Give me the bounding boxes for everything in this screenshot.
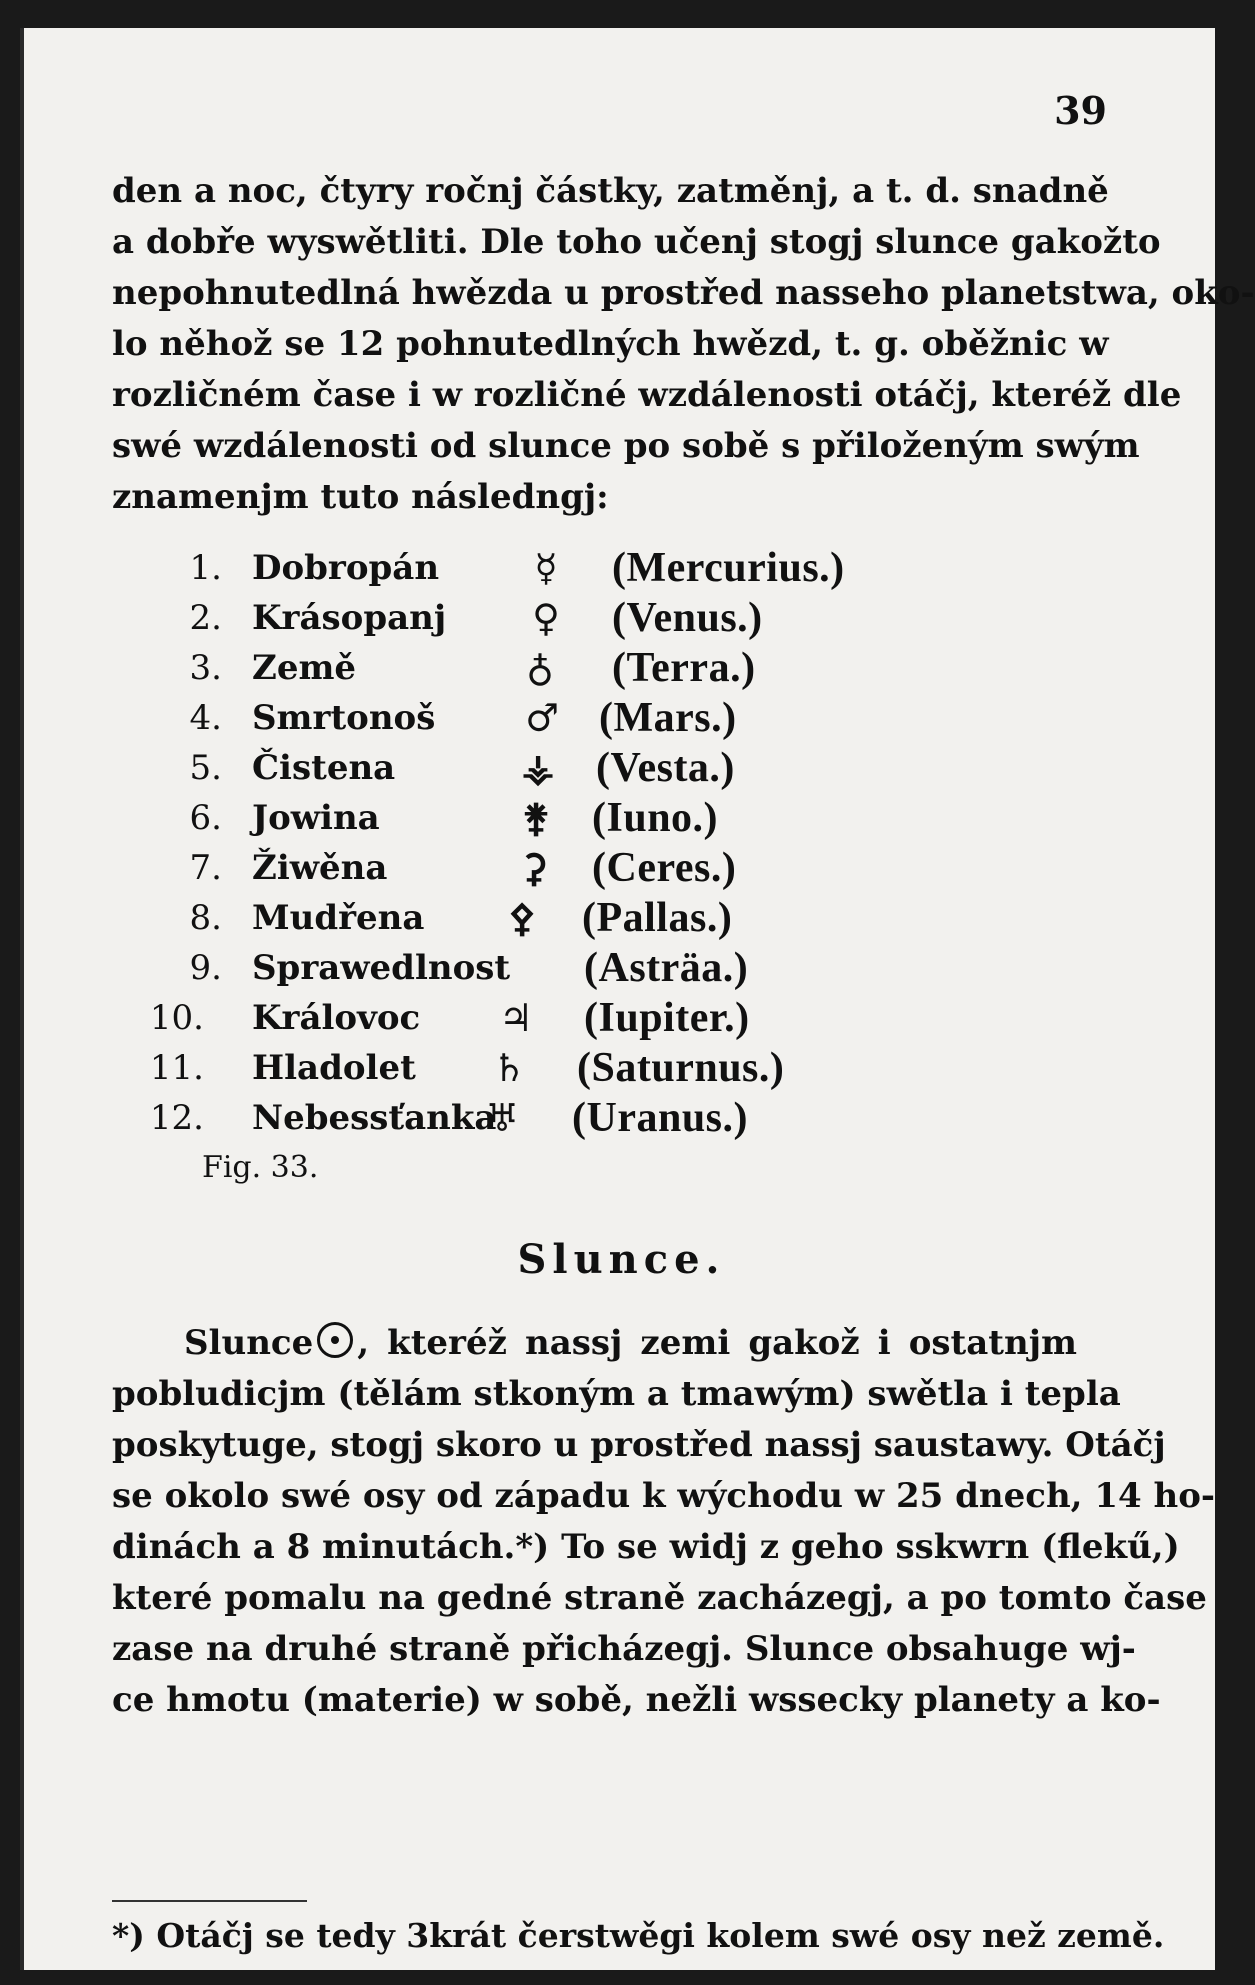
planet-symbol-icon: ☿	[534, 545, 558, 590]
planet-number: 12.	[149, 1098, 204, 1138]
text-segment: poskytuge, stogj skoro u prostřed nassj saustawy. Otáčj	[112, 1425, 1166, 1465]
planet-number: 10.	[149, 998, 204, 1038]
text-segment: dinách a 8 minutách.*) To se widj z geho sskwrn (flekű,)	[112, 1527, 1180, 1567]
planet-czech-name: Nebessťanka	[252, 1098, 497, 1138]
page-number: 39	[1054, 88, 1107, 133]
planet-number: 8.	[189, 898, 222, 938]
text-segment: pobludicjm (tělám stkoným a tmawým) swětla i tepla	[112, 1374, 1121, 1414]
text-segment: Slunce	[184, 1323, 314, 1363]
planet-latin-name: (Terra.)	[612, 645, 756, 691]
text-line: nepohnutedlná hwězda u prostřed nasseho planetstwa, oko-	[112, 273, 1255, 313]
footnote-rule	[112, 1900, 307, 1902]
sun-paragraph	[112, 1318, 1215, 1726]
planet-symbol-icon: ♅	[484, 1095, 520, 1140]
text-line	[112, 1522, 1180, 1573]
figure-label: Fig. 33.	[202, 1150, 319, 1185]
planet-czech-name: Mudřena	[252, 898, 425, 938]
text-line	[112, 1318, 1077, 1369]
text-line: den a noc, čtyry ročnj částky, zatměnj, a t. d. snadně	[112, 171, 1109, 211]
planet-latin-name: (Mercurius.)	[612, 545, 845, 591]
text-line: lo něhož se 12 pohnutedlných hwězd, t. g. oběžnic w	[112, 324, 1109, 364]
planet-latin-name: (Iuno.)	[592, 795, 719, 841]
text-line	[112, 1675, 1161, 1726]
text-line: rozličném čase i w rozličné wzdálenosti otáčj, kteréž dle	[112, 375, 1182, 415]
text-segment: které pomalu na gedné straně zacházegj, a po tomto čase	[112, 1578, 1207, 1618]
planet-latin-name: (Asträa.)	[584, 945, 749, 991]
text-line: a dobře wyswětliti. Dle toho učenj stogj slunce gakožto	[112, 222, 1161, 262]
planet-latin-name: (Uranus.)	[572, 1095, 749, 1141]
planet-number: 9.	[189, 948, 222, 988]
planet-symbol-icon: ⚵	[522, 795, 550, 840]
planet-number: 3.	[189, 648, 222, 688]
sun-symbol-icon	[317, 1322, 353, 1358]
section-title: Slunce.	[517, 1236, 726, 1283]
planet-symbol-icon: ♄	[491, 1045, 527, 1090]
text-segment: ce hmotu (materie) w sobě, nežli wssecky planety a ko-	[112, 1680, 1161, 1720]
planet-czech-name: Žiwěna	[252, 848, 388, 888]
planet-czech-name: Sprawedlnost	[252, 948, 511, 988]
planet-czech-name: Čistena	[252, 748, 396, 788]
text-segment: se okolo swé osy od západu k wýchodu w 25 dnech, 14 ho-	[112, 1476, 1215, 1516]
planet-number: 6.	[189, 798, 222, 838]
planet-symbol-icon: ⚴	[508, 895, 536, 940]
planet-czech-name: Dobropán	[252, 548, 440, 588]
planet-symbol-icon: ♀	[532, 595, 560, 640]
planet-czech-name: Královoc	[252, 998, 421, 1038]
planet-symbol-icon: ♂	[524, 695, 560, 740]
planet-number: 5.	[189, 748, 222, 788]
planet-symbol-icon: ⚳	[520, 845, 548, 890]
planet-czech-name: Smrtonoš	[252, 698, 436, 738]
planet-number: 7.	[189, 848, 222, 888]
planet-number: 11.	[149, 1048, 204, 1088]
text-segment: , kteréž nassj zemi gakož i ostatnjm	[357, 1323, 1077, 1363]
intro-paragraph	[112, 166, 1255, 523]
planet-czech-name: Hladolet	[252, 1048, 416, 1088]
planet-latin-name: (Saturnus.)	[577, 1045, 785, 1091]
text-line: znamenjm tuto následngj:	[112, 477, 609, 517]
text-segment: zase na druhé straně přicházegj. Slunce obsahuge wj-	[112, 1629, 1136, 1669]
text-line: swé wzdálenosti od slunce po sobě s přiloženým swým	[112, 426, 1140, 466]
planet-latin-name: (Vesta.)	[596, 745, 735, 791]
planet-number: 1.	[189, 548, 222, 588]
planet-symbol-icon: ♃	[498, 995, 534, 1040]
footnote: *) Otáčj se tedy 3krát čerstwěgi kolem swé osy než země.	[112, 1916, 1165, 1955]
text-line	[112, 1573, 1207, 1624]
planet-symbol-icon: ♁	[526, 645, 554, 690]
planet-czech-name: Země	[252, 648, 357, 688]
planet-latin-name: (Ceres.)	[592, 845, 737, 891]
text-line	[112, 1420, 1166, 1471]
planet-number: 2.	[189, 598, 222, 638]
planet-latin-name: (Pallas.)	[582, 895, 733, 941]
planet-symbol-icon: ⚶	[521, 745, 555, 790]
planet-latin-name: (Iupiter.)	[584, 995, 750, 1041]
text-line	[112, 1471, 1215, 1522]
planet-number: 4.	[189, 698, 222, 738]
book-page	[20, 28, 1255, 1970]
text-line	[112, 1369, 1121, 1420]
planet-latin-name: (Venus.)	[612, 595, 763, 641]
planet-czech-name: Jowina	[252, 798, 380, 838]
planet-latin-name: (Mars.)	[599, 695, 737, 741]
text-line	[112, 1624, 1136, 1675]
planet-czech-name: Krásopanj	[252, 598, 447, 638]
